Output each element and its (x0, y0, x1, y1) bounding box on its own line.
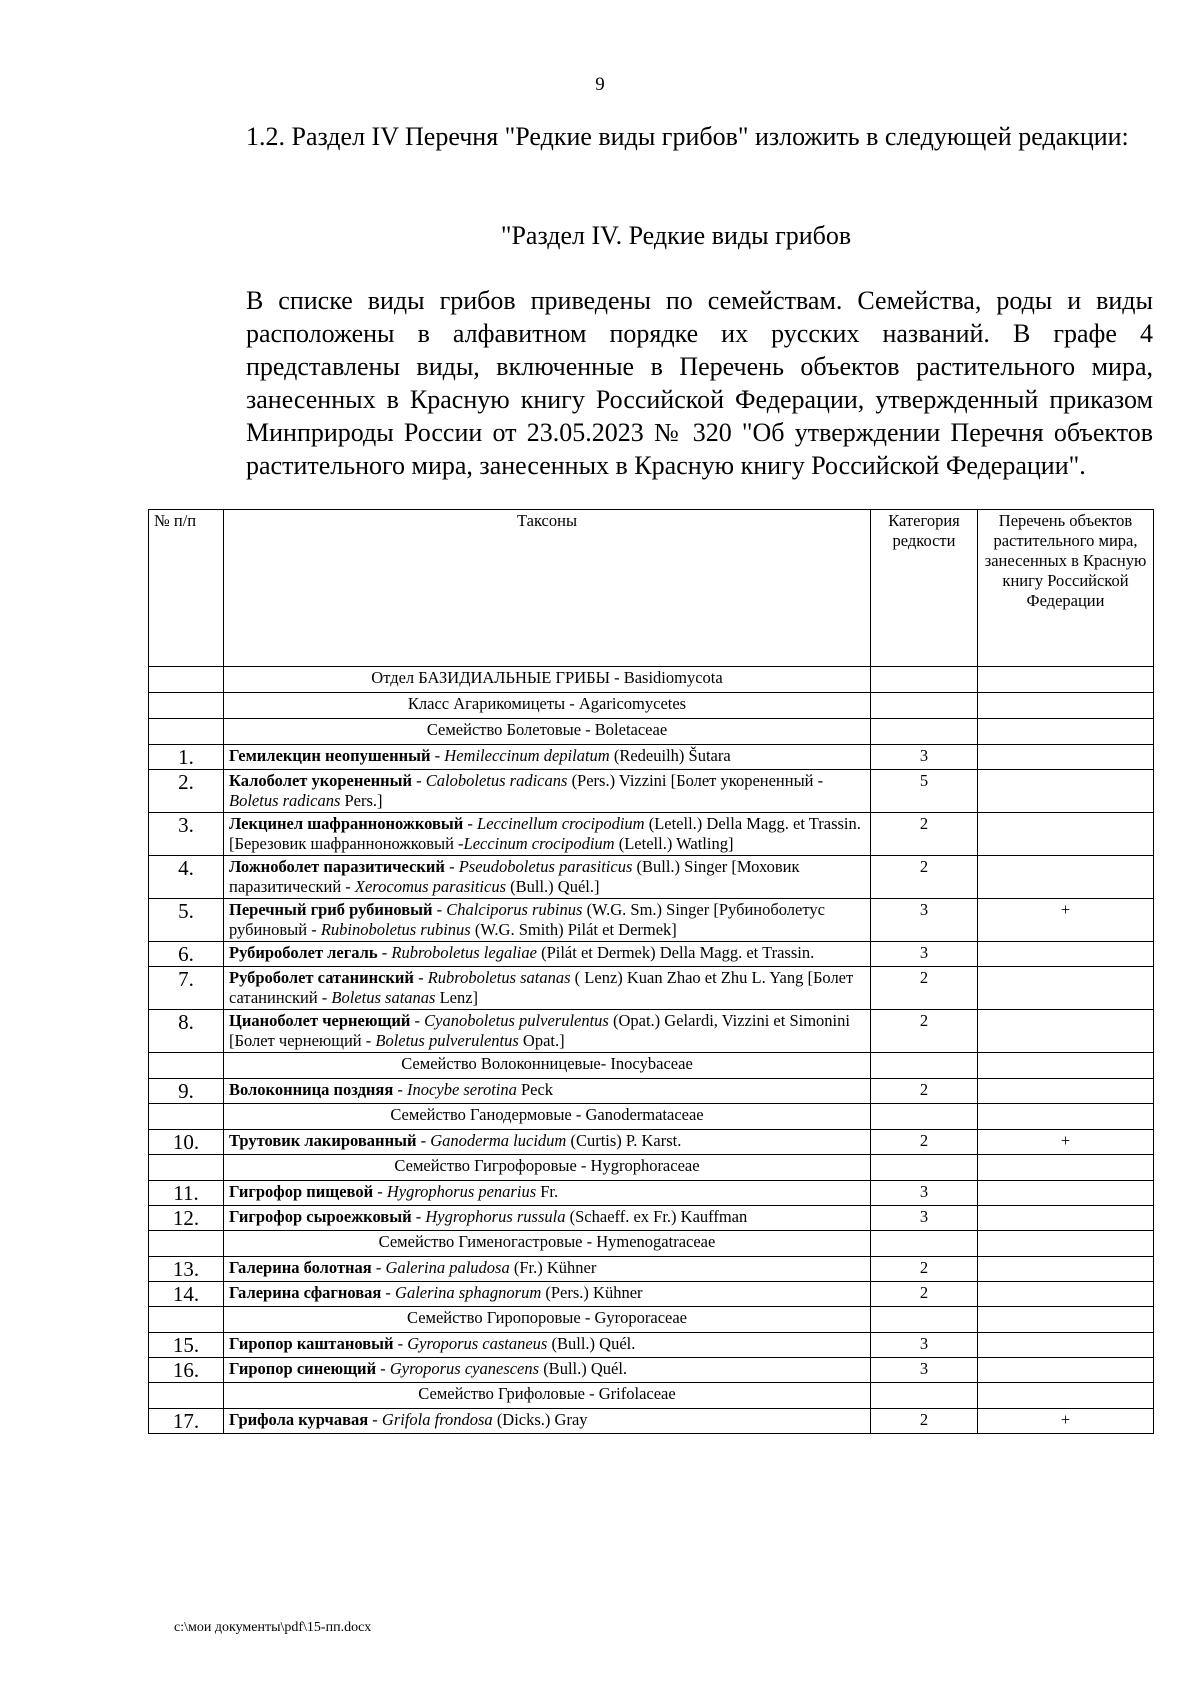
dash-separator: - (430, 746, 445, 765)
latin-name: Gyroporus cyanescens (389, 1359, 540, 1378)
table-row (149, 1181, 1154, 1206)
cell-number: 4. (149, 856, 224, 899)
species-name: Калоболет укорененный (229, 771, 413, 790)
cell-category: 5 (871, 770, 978, 813)
authority-text: Fr. (536, 1182, 559, 1201)
cell-number: 8. (149, 1010, 224, 1053)
table-row (149, 1010, 1154, 1053)
synonym-authority-text: (Letell.) Watling] (614, 834, 734, 853)
latin-name: Rubroboletus satanas (427, 968, 571, 987)
table-row (149, 667, 1154, 693)
cell-red-book (978, 1155, 1154, 1181)
cell-taxon (224, 1130, 871, 1155)
cell-taxon (224, 1181, 871, 1206)
latin-name: Hygrophorus russula (425, 1207, 566, 1226)
table-row (149, 1307, 1154, 1333)
table-row (149, 1358, 1154, 1383)
latin-name: Chalciporus rubinus (446, 900, 583, 919)
family-cell: Семейство Болетовые - Boletaceae (224, 719, 871, 745)
cell-category (871, 1383, 978, 1409)
latin-name: Pseudoboletus parasiticus (458, 857, 633, 876)
cell-number: 2. (149, 770, 224, 813)
amendment-paragraph: 1.2. Раздел IV Перечня "Редкие виды грибов" изложить в следующей редакции: (246, 122, 1129, 151)
cell-red-book (978, 856, 1154, 899)
authority-text: (Bull.) Quél. (539, 1359, 628, 1378)
cell-red-book: + (978, 1130, 1154, 1155)
table-row (149, 967, 1154, 1010)
family-cell: Семейство Гименогастровые - Hymenogatraceae (224, 1231, 871, 1257)
cell-red-book (978, 1282, 1154, 1307)
cell-category: 3 (871, 899, 978, 942)
latin-name: Grifola frondosa (381, 1410, 493, 1429)
table-row (149, 1383, 1154, 1409)
cell-number: 1. (149, 745, 224, 770)
cell-number: 14. (149, 1282, 224, 1307)
intro-line: В списке виды грибов приведены по семействам. Семейства, роды и виды (246, 286, 1153, 315)
family-cell: Семейство Волоконницевые- Inocybaceae (224, 1053, 871, 1079)
species-name: Галерина болотная (229, 1258, 372, 1277)
cell-category: 3 (871, 1358, 978, 1383)
cell-number (149, 1104, 224, 1130)
cell-taxon (224, 1257, 871, 1282)
dash-separator: - (371, 1258, 386, 1277)
cell-category: 2 (871, 1409, 978, 1434)
latin-name: Rubroboletus legaliae (391, 943, 537, 962)
table-row (149, 1282, 1154, 1307)
page-number: 9 (595, 74, 605, 95)
cell-number: 9. (149, 1079, 224, 1104)
cell-taxon (224, 899, 871, 942)
authority-text: (Pers.) Vizzini [Болет укорененный - (567, 771, 824, 790)
cell-red-book (978, 1231, 1154, 1257)
species-name: Руброболет сатанинский (229, 968, 414, 987)
species-name: Рубироболет легаль (229, 943, 378, 962)
synonym-latin-name: Leccinum crocipodium (463, 834, 615, 853)
cell-red-book (978, 1104, 1154, 1130)
synonym-authority-text: Pers.] (340, 791, 383, 810)
species-name: Трутовик лакированный (229, 1131, 417, 1150)
table-row (149, 942, 1154, 967)
cell-taxon (224, 745, 871, 770)
cell-taxon (224, 967, 871, 1010)
cell-red-book (978, 1206, 1154, 1231)
species-name: Волоконница поздняя (229, 1080, 394, 1099)
cell-category: 3 (871, 942, 978, 967)
cell-number: 11. (149, 1181, 224, 1206)
cell-number (149, 719, 224, 745)
family-cell: Семейство Ганодермовые - Ganodermataceae (224, 1104, 871, 1130)
dash-separator: - (381, 1283, 396, 1302)
cell-red-book (978, 1358, 1154, 1383)
dash-separator: - (377, 943, 392, 962)
cell-category: 2 (871, 1257, 978, 1282)
authority-text: (Pilát et Dermek) Della Magg. et Trassin. (536, 943, 815, 962)
synonym-authority-text: (Bull.) Quél.] (506, 877, 600, 896)
cell-category: 2 (871, 813, 978, 856)
synonym-authority-text: (W.G. Smith) Pilát et Dermek] (470, 920, 677, 939)
cell-red-book (978, 1010, 1154, 1053)
intro-paragraph (174, 284, 1153, 482)
cell-number (149, 1307, 224, 1333)
cell-category (871, 1053, 978, 1079)
cell-red-book (978, 1307, 1154, 1333)
cell-red-book (978, 967, 1154, 1010)
cell-red-book (978, 1257, 1154, 1282)
dash-separator: - (411, 1207, 426, 1226)
latin-name: Hemileccinum depilatum (444, 746, 610, 765)
cell-taxon (224, 1206, 871, 1231)
cell-taxon (224, 1409, 871, 1434)
family-cell: Семейство Гигрофоровые - Hygrophoraceae (224, 1155, 871, 1181)
table-row (149, 1409, 1154, 1434)
species-name: Цианоболет чернеющий (229, 1011, 411, 1030)
cell-number (149, 693, 224, 719)
table-row (149, 1155, 1154, 1181)
cell-number (149, 1053, 224, 1079)
cell-category (871, 1231, 978, 1257)
latin-name: Galerina paludosa (385, 1258, 510, 1277)
cell-category: 2 (871, 1010, 978, 1053)
intro-line: занесенных в Красную книгу Российской Федерации, утвержденный приказом (246, 385, 1153, 414)
cell-number: 3. (149, 813, 224, 856)
footer-file-path: c:\мои документы\pdf\15-пп.docx (174, 1620, 372, 1635)
authority-text: (Opat.) Gelardi, Vizzini et Simonini [Болет чернеющий - (229, 1011, 850, 1050)
species-name: Гиропор синеющий (229, 1359, 377, 1378)
cell-number: 6. (149, 942, 224, 967)
table-row (149, 1053, 1154, 1079)
dash-separator: - (463, 814, 478, 833)
cell-taxon (224, 770, 871, 813)
latin-name: Hygrophorus penarius (386, 1182, 537, 1201)
cell-number: 16. (149, 1358, 224, 1383)
dash-separator: - (376, 1359, 390, 1378)
header-category: Категория редкости (871, 510, 978, 667)
cell-red-book (978, 1383, 1154, 1409)
table-row (149, 1333, 1154, 1358)
species-name: Грифола курчавая (229, 1410, 369, 1429)
authority-text: (Dicks.) Gray (492, 1410, 588, 1429)
table-row (149, 1104, 1154, 1130)
species-name: Гемилекцин неопушенный (229, 746, 431, 765)
authority-text: (Fr.) Kühner (509, 1258, 597, 1277)
cell-red-book: + (978, 899, 1154, 942)
dash-separator: - (368, 1410, 382, 1429)
cell-taxon (224, 813, 871, 856)
synonym-latin-name: Boletus pulverulentus (375, 1031, 519, 1050)
dash-separator: - (393, 1334, 408, 1353)
latin-name: Gyroporus castaneus (407, 1334, 548, 1353)
cell-category (871, 719, 978, 745)
taxon-group-cell: Отдел БАЗИДИАЛЬНЫЕ ГРИБЫ - Basidiomycota (224, 667, 871, 693)
cell-number: 15. (149, 1333, 224, 1358)
species-name: Ложноболет паразитический (229, 857, 445, 876)
cell-category (871, 1307, 978, 1333)
latin-name: Leccinellum crocipodium (477, 814, 645, 833)
cell-taxon (224, 1358, 871, 1383)
cell-red-book (978, 770, 1154, 813)
cell-number: 7. (149, 967, 224, 1010)
species-name: Гигрофор сыроежковый (229, 1207, 412, 1226)
cell-category: 2 (871, 1130, 978, 1155)
rare-fungi-table (148, 509, 1154, 1434)
cell-red-book: + (978, 1409, 1154, 1434)
cell-category: 2 (871, 967, 978, 1010)
synonym-latin-name: Rubinoboletus rubinus (320, 920, 471, 939)
header-number: № п/п (149, 510, 224, 667)
intro-line: представлены виды, включенные в Перечень объектов растительного мира, (246, 352, 1153, 381)
synonym-latin-name: Boletus satanas (331, 988, 436, 1007)
cell-category (871, 1104, 978, 1130)
latin-name: Caloboletus radicans (425, 771, 568, 790)
authority-text: ( Lenz) Kuan Zhao et Zhu L. Yang [Болет сатанинский - (229, 968, 854, 1007)
cell-taxon (224, 942, 871, 967)
authority-text: (Curtis) P. Karst. (566, 1131, 682, 1150)
latin-name: Inocybe serotina (407, 1080, 517, 1099)
cell-number: 10. (149, 1130, 224, 1155)
cell-category (871, 667, 978, 693)
family-cell: Семейство Гиропоровые - Gyroporaceae (224, 1307, 871, 1333)
intro-line: растительного мира, занесенных в Красную книгу Российской Федерации". (246, 451, 1086, 480)
cell-number: 13. (149, 1257, 224, 1282)
table-row (149, 1206, 1154, 1231)
species-name: Перечный гриб рубиновый (229, 900, 433, 919)
table-row (149, 1079, 1154, 1104)
family-cell: Семейство Грифоловые - Grifolaceae (224, 1383, 871, 1409)
latin-name: Ganoderma lucidum (430, 1131, 567, 1150)
table-row (149, 719, 1154, 745)
dash-separator: - (444, 857, 459, 876)
authority-text: (Bull.) Singer [Моховик паразитический - (229, 857, 800, 896)
cell-number (149, 1231, 224, 1257)
cell-category (871, 693, 978, 719)
table-row (149, 745, 1154, 770)
cell-taxon (224, 1333, 871, 1358)
cell-red-book (978, 719, 1154, 745)
cell-taxon (224, 1010, 871, 1053)
authority-text: (Pers.) Kühner (541, 1283, 643, 1302)
cell-number: 12. (149, 1206, 224, 1231)
section-heading: "Раздел IV. Редкие виды грибов (500, 221, 852, 250)
authority-text: (W.G. Sm.) Singer [Рубиноболетус рубиновый - (229, 900, 825, 939)
synonym-latin-name: Boletus radicans (229, 791, 341, 810)
dash-separator: - (412, 771, 426, 790)
species-name: Гигрофор пищевой (229, 1182, 374, 1201)
cell-red-book (978, 693, 1154, 719)
cell-category (871, 1155, 978, 1181)
cell-red-book (978, 1053, 1154, 1079)
latin-name: Galerina sphagnorum (395, 1283, 542, 1302)
intro-line: Минприроды России от 23.05.2023 № 320 "Об утверждении Перечня объектов (246, 418, 1153, 447)
authority-text: Peck (516, 1080, 554, 1099)
dash-separator: - (410, 1011, 425, 1030)
cell-red-book (978, 1181, 1154, 1206)
species-name: Галерина сфагновая (229, 1283, 382, 1302)
table-body (149, 667, 1154, 1434)
table-row (149, 1231, 1154, 1257)
cell-category: 3 (871, 1206, 978, 1231)
species-name: Гиропор каштановый (229, 1334, 394, 1353)
cell-red-book (978, 942, 1154, 967)
latin-name: Cyanoboletus pulverulentus (424, 1011, 609, 1030)
synonym-authority-text: Lenz] (435, 988, 479, 1007)
cell-red-book (978, 745, 1154, 770)
cell-red-book (978, 813, 1154, 856)
table-row (149, 693, 1154, 719)
table-row (149, 813, 1154, 856)
cell-category: 2 (871, 856, 978, 899)
authority-text: (Redeuilh) Šutara (609, 746, 731, 765)
dash-separator: - (413, 968, 428, 987)
cell-category: 2 (871, 1079, 978, 1104)
cell-number (149, 1383, 224, 1409)
table-row (149, 1130, 1154, 1155)
cell-number: 17. (149, 1409, 224, 1434)
cell-category: 3 (871, 1333, 978, 1358)
intro-line: расположены в алфавитном порядке их русских названий. В графе 4 (246, 319, 1153, 348)
taxon-group-cell: Класс Агарикомицеты - Agaricomycetes (224, 693, 871, 719)
table-row (149, 856, 1154, 899)
authority-text: (Schaeff. ex Fr.) Kauffman (565, 1207, 748, 1226)
cell-number (149, 1155, 224, 1181)
cell-taxon (224, 1282, 871, 1307)
cell-category: 3 (871, 1181, 978, 1206)
cell-number (149, 667, 224, 693)
dash-separator: - (373, 1182, 387, 1201)
authority-text: (Letell.) Della Magg. et Trassin. [Березовик шафранноножковый - (229, 814, 861, 853)
cell-red-book (978, 667, 1154, 693)
cell-red-book (978, 1333, 1154, 1358)
cell-taxon (224, 856, 871, 899)
table-row (149, 1257, 1154, 1282)
cell-category: 3 (871, 745, 978, 770)
synonym-authority-text: Opat.] (518, 1031, 565, 1050)
table-header-row (149, 510, 1154, 667)
species-name: Лекцинел шафранноножковый (229, 814, 464, 833)
dash-separator: - (393, 1080, 408, 1099)
header-red-book-list: Перечень объектов растительного мира, занесенных в Красную книгу Российской Федерации (978, 510, 1154, 667)
cell-number: 5. (149, 899, 224, 942)
dash-separator: - (416, 1131, 431, 1150)
table-row (149, 770, 1154, 813)
cell-taxon (224, 1079, 871, 1104)
dash-separator: - (432, 900, 447, 919)
synonym-latin-name: Xerocomus parasiticus (354, 877, 506, 896)
table-row (149, 899, 1154, 942)
cell-red-book (978, 1079, 1154, 1104)
cell-category: 2 (871, 1282, 978, 1307)
header-taxa: Таксоны (224, 510, 871, 667)
authority-text: (Bull.) Quél. (547, 1334, 636, 1353)
